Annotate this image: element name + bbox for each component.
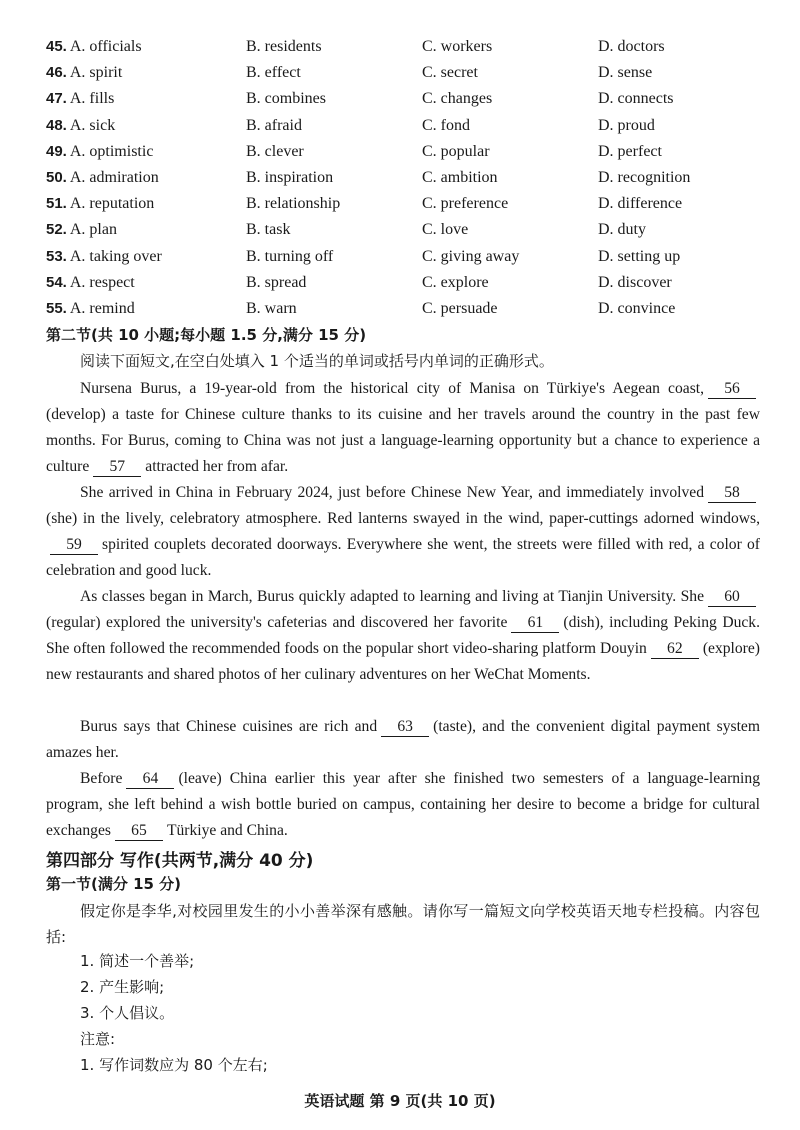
option-d: D. recognition bbox=[598, 169, 691, 187]
option-b: B. inspiration bbox=[246, 169, 334, 187]
option-a: A. fills bbox=[69, 90, 115, 108]
option-d: D. setting up bbox=[598, 247, 681, 265]
note-label: 注意: bbox=[80, 1030, 116, 1048]
option-a-cell bbox=[46, 248, 246, 266]
question-number: 45. bbox=[46, 38, 67, 56]
option-row bbox=[46, 86, 776, 112]
note-item-1: 1. 写作词数应为 80 个左右; bbox=[80, 1056, 268, 1074]
option-a: A. remind bbox=[69, 299, 135, 317]
passage-text: Nursena Burus, a 19-year-old from the historical city of Manisa on Türkiye's Aegean coast, bbox=[80, 380, 704, 397]
option-b: B. spread bbox=[246, 273, 307, 291]
option-b: B. task bbox=[246, 221, 291, 239]
option-c: C. changes bbox=[422, 90, 493, 108]
blank-62: 62 bbox=[651, 640, 699, 659]
passage-text: (dish), including Peking Duck. She often followed the recommended foods on the popular short video-sharing platform Douyin bbox=[46, 614, 760, 657]
question-number: 53. bbox=[46, 247, 67, 265]
passage-text: Türkiye and China. bbox=[166, 822, 288, 839]
passage-paragraph-1 bbox=[46, 376, 760, 480]
option-a-cell bbox=[46, 117, 246, 135]
blank-61: 61 bbox=[511, 614, 559, 633]
option-row bbox=[46, 244, 776, 270]
option-b: B. turning off bbox=[246, 247, 334, 265]
option-row bbox=[46, 296, 776, 322]
option-d: D. connects bbox=[598, 90, 674, 108]
option-c: C. workers bbox=[422, 38, 493, 56]
passage-text: (she) in the lively, celebratory atmosphere. Red lanterns swayed in the wind, paper-cuttings adorned windows, bbox=[46, 510, 760, 527]
page-footer: 英语试题 第 9 页(共 10 页) bbox=[304, 1092, 496, 1110]
option-row bbox=[46, 217, 776, 243]
question-number: 52. bbox=[46, 221, 67, 239]
option-a-cell bbox=[46, 169, 246, 187]
option-a: A. reputation bbox=[69, 195, 155, 213]
passage-text: (leave) China earlier this year after she finished two semesters of a language-learning program, she left behind a wish bottle buried on campus, containing her desire to become a bridge for cultural exchanges bbox=[46, 770, 760, 839]
option-a: A. admiration bbox=[69, 169, 159, 187]
option-d: D. discover bbox=[598, 273, 672, 291]
blank-60: 60 bbox=[708, 588, 756, 607]
option-b: B. effect bbox=[246, 64, 301, 82]
option-c: C. giving away bbox=[422, 247, 520, 265]
option-a-cell bbox=[46, 195, 246, 213]
section2-instruction: 阅读下面短文,在空白处填入 1 个适当的单词或括号内单词的正确形式。 bbox=[80, 352, 554, 370]
option-row bbox=[46, 191, 776, 217]
blank-56: 56 bbox=[708, 380, 756, 399]
passage-text: Burus says that Chinese cuisines are rich and bbox=[80, 718, 378, 735]
question-number: 55. bbox=[46, 299, 67, 317]
option-c: C. explore bbox=[422, 273, 489, 291]
option-c: C. love bbox=[422, 221, 469, 239]
prompt-item-2: 2. 产生影响; bbox=[80, 978, 165, 996]
passage-text: (develop) a taste for Chinese culture thanks to its cuisine and her travels around the country in the past few months. For Burus, coming to China was not just a language-learning opportunity but a chance to experience a culture bbox=[46, 406, 760, 475]
part4-sub-heading: 第一节(满分 15 分) bbox=[46, 875, 182, 893]
option-c: C. popular bbox=[422, 142, 490, 160]
passage-paragraph-3 bbox=[46, 584, 760, 688]
blank-57: 57 bbox=[93, 458, 141, 477]
question-number: 48. bbox=[46, 116, 67, 134]
option-b: B. afraid bbox=[246, 116, 302, 134]
passage-paragraph-2 bbox=[46, 480, 760, 584]
option-row bbox=[46, 60, 776, 86]
option-row bbox=[46, 139, 776, 165]
option-a-cell bbox=[46, 221, 246, 239]
option-a: A. plan bbox=[69, 221, 117, 239]
option-a-cell bbox=[46, 300, 246, 318]
passage-paragraph-4 bbox=[46, 714, 760, 766]
option-row bbox=[46, 113, 776, 139]
passage-text: spirited couplets decorated doorways. Everywhere she went, the streets were filled with red, a color of celebration and good luck. bbox=[46, 536, 760, 579]
option-d: D. convince bbox=[598, 299, 676, 317]
question-number: 50. bbox=[46, 169, 67, 187]
option-c: C. secret bbox=[422, 64, 478, 82]
option-c: C. persuade bbox=[422, 299, 498, 317]
prompt-item-1: 1. 简述一个善举; bbox=[80, 952, 195, 970]
option-d: D. duty bbox=[598, 221, 646, 239]
option-row bbox=[46, 165, 776, 191]
option-c: C. ambition bbox=[422, 169, 498, 187]
option-a: A. optimistic bbox=[69, 142, 154, 160]
option-b: B. clever bbox=[246, 142, 304, 160]
blank-64: 64 bbox=[126, 770, 174, 789]
option-d: D. doctors bbox=[598, 38, 665, 56]
writing-prompt: 假定你是李华,对校园里发生的小小善举深有感触。请你写一篇短文向学校英语天地专栏投稿。内容包括: bbox=[46, 902, 760, 946]
blank-65: 65 bbox=[115, 822, 163, 841]
option-b: B. relationship bbox=[246, 195, 341, 213]
question-number: 51. bbox=[46, 195, 67, 213]
passage-text: (regular) explored the university's cafeterias and discovered her favorite bbox=[46, 614, 508, 631]
option-d: D. proud bbox=[598, 116, 655, 134]
option-row bbox=[46, 270, 776, 296]
option-a: A. respect bbox=[69, 273, 135, 291]
passage-text: (taste), and the convenient digital payment system amazes her. bbox=[46, 718, 760, 761]
question-number: 47. bbox=[46, 90, 67, 108]
option-c: C. preference bbox=[422, 195, 509, 213]
option-row bbox=[46, 34, 776, 60]
option-b: B. warn bbox=[246, 299, 297, 317]
blank-58: 58 bbox=[708, 484, 756, 503]
option-a: A. taking over bbox=[69, 247, 162, 265]
question-number: 54. bbox=[46, 273, 67, 291]
passage-text: As classes began in March, Burus quickly adapted to learning and living at Tianjin University. She bbox=[80, 588, 704, 605]
section2-heading: 第二节(共 10 小题;每小题 1.5 分,满分 15 分) bbox=[46, 326, 367, 344]
blank-63: 63 bbox=[381, 718, 429, 737]
prompt-item-3: 3. 个人倡议。 bbox=[80, 1004, 175, 1022]
option-a: A. officials bbox=[69, 38, 142, 56]
option-a-cell bbox=[46, 143, 246, 161]
passage-text: Before bbox=[80, 770, 123, 787]
option-b: B. residents bbox=[246, 38, 322, 56]
option-d: D. perfect bbox=[598, 142, 662, 160]
option-d: D. difference bbox=[598, 195, 683, 213]
option-a-cell bbox=[46, 90, 246, 108]
blank-59: 59 bbox=[50, 536, 98, 555]
option-a: A. spirit bbox=[69, 64, 123, 82]
passage-text: She arrived in China in February 2024, just before Chinese New Year, and immediately involved bbox=[80, 484, 704, 501]
passage-paragraph-5 bbox=[46, 766, 760, 844]
option-c: C. fond bbox=[422, 116, 470, 134]
option-d: D. sense bbox=[598, 64, 653, 82]
option-b: B. combines bbox=[246, 90, 326, 108]
part4-heading: 第四部分 写作(共两节,满分 40 分) bbox=[46, 851, 314, 871]
option-a-cell bbox=[46, 274, 246, 292]
question-number: 49. bbox=[46, 142, 67, 160]
option-a-cell bbox=[46, 64, 246, 82]
passage-text: attracted her from afar. bbox=[145, 458, 289, 475]
passage-text: (explore) new restaurants and shared photos of her culinary adventures on her WeChat Moments. bbox=[46, 640, 760, 683]
option-a: A. sick bbox=[69, 116, 116, 134]
options-table bbox=[46, 34, 776, 322]
option-a-cell bbox=[46, 38, 246, 56]
question-number: 46. bbox=[46, 64, 67, 82]
